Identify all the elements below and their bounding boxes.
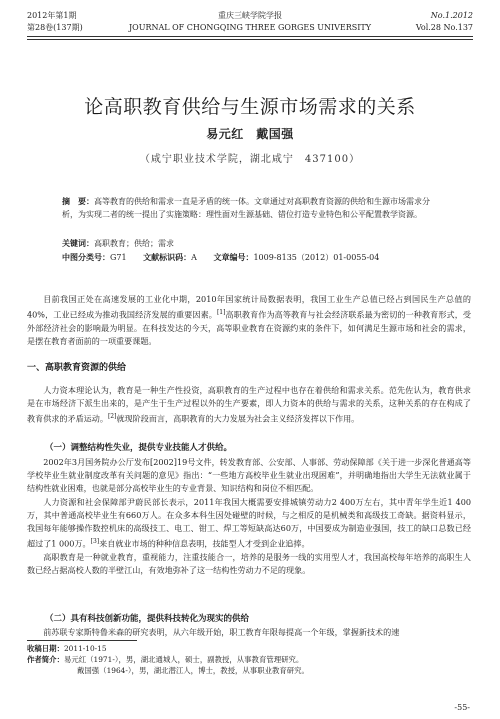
subsection2-body <box>27 626 471 639</box>
issue-label: 2012年第1期 <box>27 11 77 20</box>
clc-value: G71 <box>110 253 127 262</box>
header-rule-thin <box>27 39 473 40</box>
footnote-rule <box>27 640 137 641</box>
paragraph <box>27 496 471 552</box>
paragraph: 2002年3月国务院办公厅发布[2002]19号文件，转发教育部、公安部、人事部、劳动保障部《关于进一步深化普通高等学校毕业生就业制度改革有关问题的意见》指出：“一些地方高校毕业生就业出现困难”，并明确地指出大学生无法就业属于结构性就业困难，也就是部分高校毕业生的专业背景、知识结构和岗位不相匹配。 <box>27 457 471 494</box>
abstract-text: 高等教育的供给和需求一直是矛盾的统一体。文章通过对高职教育资源的供给和生源市场需求分析，为实现二者的统一提出了实施策略：理性面对生源基础、错位打造专业特色和公平配置教学资源。 <box>62 197 430 219</box>
intro-section <box>27 293 471 349</box>
article-title: 论高职教育供给与生源市场需求的关系 <box>84 96 416 118</box>
paragraph-text: 人力资本理论认为，教育是一种生产性投资，高职教育的生产过程中也存在着供给和需求关系。范先佐认为，教育供求是在市场经济下派生出来的，是产生于生产过程以外的生产要素，即人力资本的供给与需求的关系，这种关系的存在构成了教育供求的矛盾运动。 <box>27 385 471 425</box>
page-number: -55- <box>454 703 470 712</box>
intro-text-a: 目前我国正处在高速发展的工业化中期，2010年国家统计局数据表明，我国工业生产总值已经占到国民生产总值的40%，工业已经成为推动我国经济发展的重要因素。 <box>27 294 471 320</box>
paragraph <box>27 384 471 426</box>
citation: [2] <box>107 413 117 421</box>
author-affiliation: （咸宁职业技术学院，湖北咸宁 437100） <box>139 154 361 165</box>
article-id-label: 文章编号： <box>213 252 254 262</box>
abstract <box>62 195 440 221</box>
intro-paragraph <box>27 293 471 349</box>
paragraph-text: 人力资源和社会保障部尹蔚民部长表示，2011年我国大概需要安排城镇劳动力2 400万左右，其中青年学生近1 400万，其中普通高校毕业生有660万人。在众多本科生因处碰壁的时候，与之相反的是机械类和高级技工奇缺。据资料显示，我国每年能够操作数控机床的高级技工、电工、钳工、焊工等短缺高达60万，中国要成为制造业强国，技工的缺口总数已经超过了1 000万。 <box>27 496 471 549</box>
section-heading: 一、高职教育资源的供给 <box>27 363 127 373</box>
section1-body <box>27 384 471 426</box>
doc-code-label: 文献标识码： <box>143 252 192 262</box>
subsection1-body <box>27 456 471 578</box>
journal-header <box>27 11 473 41</box>
keywords-text: 高职教育；供给；需求 <box>94 239 174 248</box>
author-bio: 易元红（1971-），男，湖北通城人，硕士，副教授，从事教育管理研究。 <box>63 655 304 664</box>
received-date: 2011-10-15 <box>63 644 107 653</box>
volume-number: Vol.28 No.137 <box>415 23 473 32</box>
paragraph-text: 就现阶段而言，高职教育的大力发展为社会主义经济发挥以下作用。 <box>116 414 360 425</box>
subsection-heading: （二）具有科技创新功能，提供科技转化为现实的供给 <box>45 614 250 624</box>
paragraph: 高职教育是一种就业教育，重视能力，注重技能合一，培养的是服务一线的实用型人才，我国高校每年培养的高职生人数已经占据高校人数的半壁江山，有效地弥补了这一结构性劳动力不足的现象。 <box>27 552 471 576</box>
paragraph-text: 来自就业市场的种种信息表明，技能型人才受到企业追捧。 <box>99 538 310 549</box>
citation: [1] <box>216 309 226 317</box>
footnote <box>27 643 471 676</box>
header-rule <box>27 36 473 37</box>
issue-number: No.1.2012 <box>430 11 473 20</box>
bio-label: 作者简介： <box>27 655 64 664</box>
volume-label: 第28卷(137期) <box>27 23 83 32</box>
journal-title-cn: 重庆三峡学院学报 <box>218 11 282 20</box>
doc-code-value: A <box>191 253 197 262</box>
subsection-heading: （一）调整结构性失业，提供专业技能人才供给。 <box>45 443 233 453</box>
author-bio: 戴国强（1964-），男，湖北潜江人，博士，教授，从事职业教育研究。 <box>77 666 309 675</box>
paragraph: 前苏联专家斯特鲁米森的研究表明，从六年级开始，职工教育年限每提高一个年级，掌握新技术的速 <box>43 627 400 637</box>
article-authors: 易元红 戴国强 <box>206 127 294 141</box>
intro-text-b: 高职教育作为高等教育与社会经济联系最为密切的一种教育形式，受外部经济社会的影响最为明显。在科技发达的今天，高等职业教育在资源约束的条件下，如何满足生源市场和社会的需求，是摆在教育者面前的一项重要课题。 <box>27 309 471 347</box>
abstract-label: 摘 要： <box>62 196 94 206</box>
citation: [3] <box>90 538 100 546</box>
article-id-value: 1009-8135（2012）01-0055-04 <box>253 253 380 262</box>
clc-label: 中图分类号： <box>62 252 110 262</box>
received-label: 收稿日期： <box>27 644 64 653</box>
keywords-label: 关键词： <box>62 238 94 248</box>
keywords <box>62 237 440 250</box>
article-meta <box>62 251 440 264</box>
journal-title-en: JOURNAL OF CHONGQING THREE GORGES UNIVERSITY <box>128 23 372 32</box>
